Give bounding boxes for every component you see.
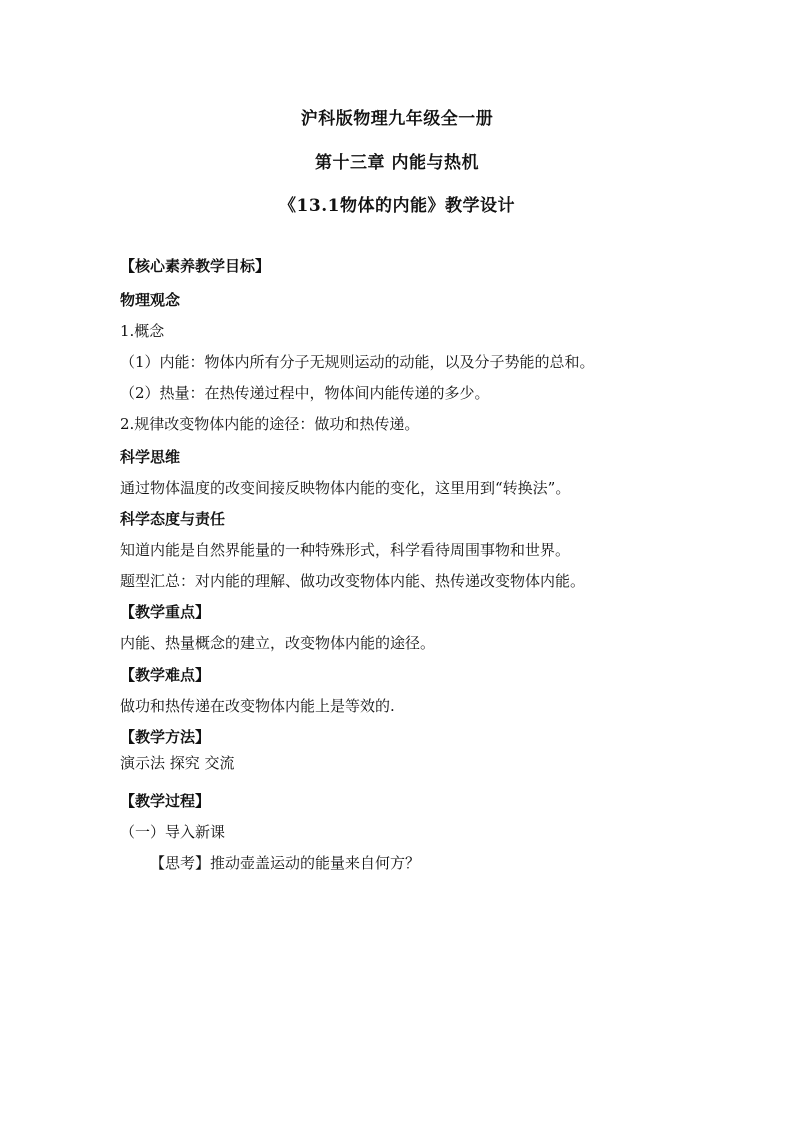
concept-item-1a: （1）内能：物体内所有分子无规则运动的动能，以及分子势能的总和。 [120, 353, 595, 371]
chapter-title: 第十三章 内能与热机 [315, 153, 479, 173]
key-points-text: 内能、热量概念的建立，改变物体内能的途径。 [120, 634, 436, 652]
key-points-heading: 【教学重点】 [120, 603, 211, 621]
sci-attitude-heading: 科学态度与责任 [120, 510, 226, 528]
methods-heading: 【教学方法】 [120, 728, 211, 746]
core-goals-heading: 【核心素养教学目标】 [120, 257, 271, 275]
process-step-1: （一）导入新课 [120, 823, 226, 841]
sci-thinking-text: 通过物体温度的改变间接反映物体内能的变化，这里用到“转换法”。 [120, 479, 571, 497]
process-think: 【思考】推动壶盖运动的能量来自何方？ [150, 854, 421, 872]
sci-thinking-heading: 科学思维 [120, 448, 181, 466]
textbook-title: 沪科版物理九年级全一册 [300, 109, 494, 129]
concept-item-2: 2.规律改变物体内能的途径：做功和热传递。 [120, 415, 420, 433]
difficulty-heading: 【教学难点】 [120, 666, 211, 684]
concept-item-1: 1.概念 [120, 322, 165, 340]
sci-attitude-text: 知道内能是自然界能量的一种特殊形式，科学看待周围事物和世界。 [120, 541, 571, 559]
process-heading: 【教学过程】 [120, 792, 211, 810]
lesson-title: 《13.1物体的内能》教学设计 [279, 196, 515, 216]
concept-item-1b: （2）热量：在热传递过程中，物体间内能传递的多少。 [120, 384, 490, 402]
methods-text: 演示法 探究 交流 [120, 754, 235, 772]
difficulty-text: 做功和热传递在改变物体内能上是等效的. [120, 697, 395, 715]
summary-text: 题型汇总：对内能的理解、做功改变物体内能、热传递改变物体内能。 [120, 572, 586, 590]
physics-concept-heading: 物理观念 [120, 291, 181, 309]
